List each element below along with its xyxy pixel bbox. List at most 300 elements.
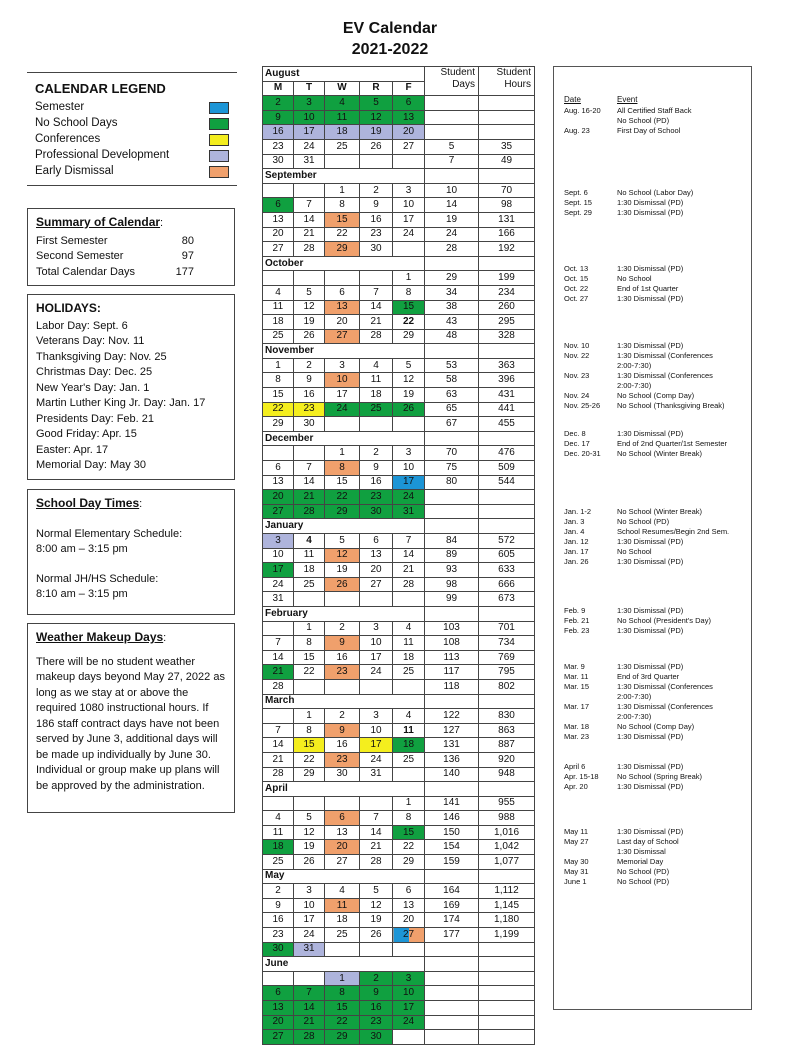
event-date: Feb. 9 bbox=[564, 606, 586, 615]
day-cell bbox=[360, 198, 393, 213]
student-hours-cell bbox=[479, 446, 535, 461]
day-cell bbox=[263, 636, 294, 651]
student-days-value: 19 bbox=[445, 213, 458, 225]
day-number: 26 bbox=[402, 403, 415, 415]
student-days-value: 131 bbox=[443, 739, 460, 751]
month-name: February bbox=[263, 606, 425, 621]
day-cell bbox=[263, 577, 294, 592]
student-hours-cell bbox=[479, 198, 535, 213]
calendar-row bbox=[263, 242, 535, 257]
student-days-cell bbox=[425, 855, 479, 870]
student-days-cell bbox=[425, 1030, 479, 1045]
day-cell bbox=[393, 358, 425, 373]
day-number: 7 bbox=[275, 724, 281, 736]
day-cell bbox=[360, 402, 393, 417]
student-days-cell bbox=[425, 738, 479, 753]
day-number: 29 bbox=[303, 768, 315, 780]
student-hours-cell bbox=[479, 329, 535, 344]
day-number: 29 bbox=[336, 242, 348, 254]
student-hours-cell bbox=[479, 811, 535, 826]
school-day-heading: School Day Times bbox=[36, 496, 140, 510]
day-number: 1 bbox=[339, 184, 345, 196]
day-number: 21 bbox=[272, 666, 284, 678]
event-row bbox=[564, 341, 749, 351]
month-name: April bbox=[263, 782, 425, 797]
day-number: 3 bbox=[275, 534, 281, 546]
student-days-cell bbox=[425, 300, 479, 315]
calendar-row bbox=[263, 461, 535, 476]
day-cell bbox=[263, 621, 294, 636]
day-number: 29 bbox=[336, 1030, 348, 1042]
summary-value: 80 bbox=[181, 234, 194, 247]
event-date: May 27 bbox=[564, 837, 589, 846]
day-cell bbox=[360, 665, 393, 680]
day-cell bbox=[393, 796, 425, 811]
legend-swatch bbox=[209, 118, 229, 130]
day-cell bbox=[360, 139, 393, 154]
day-number: 5 bbox=[405, 359, 412, 371]
student-hours-cell bbox=[479, 898, 535, 913]
event-text: No School (PD) bbox=[617, 116, 670, 125]
event-text: 1:30 Dismissal (PD) bbox=[617, 198, 684, 207]
day-cell bbox=[263, 1015, 294, 1030]
day-cell bbox=[360, 986, 393, 1001]
calendar-row bbox=[263, 548, 535, 563]
event-text: 2:00-7:30) bbox=[617, 381, 652, 390]
day-cell bbox=[393, 227, 425, 242]
day-number: 15 bbox=[402, 826, 415, 838]
student-days-cell bbox=[425, 679, 479, 694]
event-row bbox=[564, 429, 749, 439]
day-cell bbox=[393, 417, 425, 432]
day-cell bbox=[393, 592, 425, 607]
day-number: 20 bbox=[336, 315, 348, 327]
calendar-row bbox=[263, 300, 535, 315]
day-cell bbox=[360, 183, 393, 198]
day-number: 3 bbox=[373, 709, 379, 721]
student-hours-value: 1,180 bbox=[493, 914, 520, 926]
day-number: 18 bbox=[402, 651, 415, 663]
legend-row bbox=[35, 164, 229, 180]
day-cell bbox=[263, 679, 294, 694]
event-row bbox=[564, 557, 749, 567]
student-hours-cell bbox=[479, 782, 535, 797]
calendar-row bbox=[263, 606, 535, 621]
day-number: 20 bbox=[336, 841, 348, 853]
event-date: Sept. 6 bbox=[564, 188, 588, 197]
day-number: 29 bbox=[336, 505, 348, 517]
day-number: 12 bbox=[370, 899, 382, 911]
day-cell bbox=[263, 358, 294, 373]
event-date: Jan. 3 bbox=[564, 517, 585, 526]
day-cell bbox=[294, 563, 325, 578]
student-days-cell bbox=[425, 344, 479, 359]
day-cell bbox=[294, 534, 325, 549]
day-cell bbox=[263, 461, 294, 476]
day-header: R bbox=[360, 81, 393, 96]
student-hours-value: 363 bbox=[498, 359, 515, 371]
calendar-row bbox=[263, 650, 535, 665]
day-cell bbox=[294, 183, 325, 198]
student-days-value: 146 bbox=[443, 812, 460, 824]
event-text: No School (Thanksgiving Break) bbox=[617, 401, 725, 410]
calendar-row bbox=[263, 913, 535, 928]
day-cell bbox=[294, 198, 325, 213]
event-text: 1:30 Dismissal (Conferences bbox=[617, 702, 713, 711]
day-number: 17 bbox=[336, 388, 348, 400]
day-number: 25 bbox=[272, 855, 284, 867]
day-number: 18 bbox=[336, 126, 348, 138]
event-date: Jan. 26 bbox=[564, 557, 589, 566]
event-date: Mar. 18 bbox=[564, 722, 590, 731]
day-cell bbox=[325, 884, 360, 899]
day-number: 3 bbox=[339, 359, 345, 371]
day-number: 30 bbox=[370, 1030, 382, 1042]
day-number: 27 bbox=[336, 855, 348, 867]
event-group bbox=[564, 264, 749, 304]
day-cell bbox=[393, 285, 425, 300]
student-hours-cell bbox=[479, 869, 535, 884]
student-hours-value: 49 bbox=[500, 155, 513, 167]
day-cell bbox=[294, 227, 325, 242]
calendar-row bbox=[263, 796, 535, 811]
student-hours-value: 863 bbox=[498, 724, 515, 736]
event-group bbox=[564, 429, 749, 459]
day-cell bbox=[360, 650, 393, 665]
event-group bbox=[564, 507, 749, 567]
day-number: 27 bbox=[272, 242, 284, 254]
calendar-row bbox=[263, 621, 535, 636]
day-cell bbox=[325, 315, 360, 330]
day-number: 24 bbox=[402, 228, 415, 240]
day-number: 23 bbox=[370, 1016, 382, 1028]
day-cell bbox=[325, 242, 360, 257]
day-cell bbox=[263, 504, 294, 519]
day-number: 24 bbox=[303, 140, 315, 152]
student-hours-value: 1,077 bbox=[493, 855, 520, 867]
event-row bbox=[564, 517, 749, 527]
student-days-cell bbox=[425, 840, 479, 855]
day-cell bbox=[360, 636, 393, 651]
calendar-row bbox=[263, 752, 535, 767]
event-row bbox=[564, 626, 749, 636]
day-number: 11 bbox=[403, 636, 414, 648]
day-number: 16 bbox=[370, 213, 382, 225]
calendar-row bbox=[263, 957, 535, 972]
day-cell bbox=[263, 738, 294, 753]
day-cell bbox=[360, 242, 393, 257]
day-number: 13 bbox=[402, 899, 415, 911]
day-number: 4 bbox=[373, 359, 379, 371]
calendar-row bbox=[263, 110, 535, 125]
day-number: 22 bbox=[336, 1016, 348, 1028]
day-number: 8 bbox=[405, 812, 412, 824]
day-cell bbox=[325, 577, 360, 592]
calendar-row bbox=[263, 869, 535, 884]
student-days-cell bbox=[425, 621, 479, 636]
day-number: 31 bbox=[272, 593, 284, 605]
day-number: 4 bbox=[405, 709, 412, 721]
event-date: Aug. 16-20 bbox=[564, 106, 601, 115]
student-hours-cell bbox=[479, 971, 535, 986]
student-hours-value: 234 bbox=[498, 286, 515, 298]
day-cell bbox=[360, 752, 393, 767]
student-hours-cell bbox=[479, 242, 535, 257]
day-number: 23 bbox=[336, 753, 348, 765]
student-hours-cell bbox=[479, 139, 535, 154]
event-text: No School (Winter Break) bbox=[617, 449, 703, 458]
day-number: 8 bbox=[339, 199, 345, 211]
student-days-cell bbox=[425, 154, 479, 169]
day-cell bbox=[360, 898, 393, 913]
day-number: 18 bbox=[303, 563, 315, 575]
student-days-value: 29 bbox=[445, 272, 458, 284]
calendar-row bbox=[263, 884, 535, 899]
day-number: 3 bbox=[405, 447, 412, 459]
day-number: 29 bbox=[272, 418, 284, 430]
day-cell bbox=[393, 884, 425, 899]
day-number: 10 bbox=[370, 724, 382, 736]
event-date: Sept. 15 bbox=[564, 198, 592, 207]
day-number: 22 bbox=[336, 228, 348, 240]
student-hours-cell bbox=[479, 110, 535, 125]
student-days-cell bbox=[425, 665, 479, 680]
day-cell bbox=[325, 490, 360, 505]
student-hours-value: 673 bbox=[498, 593, 515, 605]
day-cell bbox=[294, 825, 325, 840]
day-cell bbox=[294, 285, 325, 300]
student-days-cell bbox=[425, 694, 479, 709]
day-cell bbox=[263, 723, 294, 738]
day-cell bbox=[360, 446, 393, 461]
day-cell bbox=[360, 1030, 393, 1045]
day-cell bbox=[325, 738, 360, 753]
calendar-row bbox=[263, 519, 535, 534]
day-cell bbox=[325, 665, 360, 680]
day-cell bbox=[263, 139, 294, 154]
calendar-row bbox=[263, 592, 535, 607]
day-cell bbox=[263, 825, 294, 840]
day-cell bbox=[325, 636, 360, 651]
day-number: 18 bbox=[336, 914, 348, 926]
student-hours-value: 1,199 bbox=[493, 928, 520, 940]
day-number: 21 bbox=[370, 841, 382, 853]
event-row bbox=[564, 547, 749, 557]
day-number: 7 bbox=[306, 987, 312, 999]
day-number: 15 bbox=[303, 739, 315, 751]
event-date: Oct. 22 bbox=[564, 284, 589, 293]
student-hours-value: 455 bbox=[498, 418, 515, 430]
student-days-cell bbox=[425, 869, 479, 884]
day-cell bbox=[360, 548, 393, 563]
event-group bbox=[564, 762, 749, 792]
day-header: F bbox=[393, 81, 425, 96]
day-cell bbox=[393, 840, 425, 855]
day-cell bbox=[263, 1001, 294, 1016]
day-number: 7 bbox=[373, 286, 379, 298]
day-cell bbox=[360, 767, 393, 782]
day-cell bbox=[294, 1030, 325, 1045]
day-cell bbox=[393, 971, 425, 986]
day-number: 22 bbox=[303, 666, 315, 678]
day-cell bbox=[263, 592, 294, 607]
summary-label: Total Calendar Days bbox=[36, 265, 136, 278]
day-cell bbox=[294, 329, 325, 344]
student-hours-value: 734 bbox=[498, 636, 515, 648]
day-cell bbox=[393, 139, 425, 154]
day-number: 19 bbox=[336, 563, 348, 575]
day-cell bbox=[263, 315, 294, 330]
day-number: 21 bbox=[303, 1016, 315, 1028]
calendar-row bbox=[263, 665, 535, 680]
event-date: Feb. 21 bbox=[564, 616, 590, 625]
event-row bbox=[564, 294, 749, 304]
calendar-row bbox=[263, 928, 535, 943]
event-text: 1:30 Dismissal (PD) bbox=[617, 762, 684, 771]
event-row bbox=[564, 208, 749, 218]
event-row bbox=[564, 692, 749, 702]
student-hours-value: 988 bbox=[498, 812, 515, 824]
day-number: 3 bbox=[405, 972, 412, 984]
student-hours-cell bbox=[479, 606, 535, 621]
event-group bbox=[564, 341, 749, 411]
student-hours-value: 431 bbox=[498, 388, 515, 400]
day-number: 25 bbox=[402, 753, 415, 765]
student-days-cell bbox=[425, 534, 479, 549]
student-days-header: Student Days bbox=[425, 67, 479, 96]
day-number: 16 bbox=[272, 914, 284, 926]
day-number: 10 bbox=[303, 899, 315, 911]
student-hours-value: 192 bbox=[498, 242, 515, 254]
day-number: 28 bbox=[402, 578, 415, 590]
student-days-cell bbox=[425, 212, 479, 227]
student-hours-cell bbox=[479, 650, 535, 665]
day-number: 15 bbox=[402, 301, 415, 313]
day-number: 2 bbox=[339, 622, 345, 634]
student-days-value: 14 bbox=[445, 199, 458, 211]
student-hours-cell bbox=[479, 767, 535, 782]
day-cell bbox=[325, 300, 360, 315]
day-number: 3 bbox=[306, 96, 312, 108]
day-cell bbox=[294, 1001, 325, 1016]
day-cell bbox=[263, 96, 294, 111]
day-cell bbox=[393, 271, 425, 286]
day-number: 5 bbox=[339, 534, 345, 546]
student-days-cell bbox=[425, 942, 479, 957]
student-hours-value: 769 bbox=[498, 651, 515, 663]
day-number: 25 bbox=[272, 330, 284, 342]
event-row bbox=[564, 877, 749, 887]
student-days-cell bbox=[425, 315, 479, 330]
student-hours-value: 476 bbox=[498, 447, 515, 459]
student-days-value: 75 bbox=[445, 461, 458, 473]
student-hours-cell bbox=[479, 125, 535, 140]
event-date: Nov. 24 bbox=[564, 391, 590, 400]
day-cell bbox=[325, 752, 360, 767]
student-hours-value: 131 bbox=[498, 213, 515, 225]
day-cell bbox=[393, 942, 425, 957]
student-hours-header: Student Hours bbox=[479, 67, 535, 96]
day-cell bbox=[325, 1030, 360, 1045]
day-cell bbox=[325, 388, 360, 403]
summary-value: 177 bbox=[175, 265, 194, 278]
day-header: T bbox=[294, 81, 325, 96]
day-cell bbox=[294, 242, 325, 257]
event-date: May 11 bbox=[564, 827, 589, 836]
event-date: Mar. 11 bbox=[564, 672, 589, 681]
day-cell bbox=[393, 665, 425, 680]
student-days-cell bbox=[425, 417, 479, 432]
day-number: 9 bbox=[373, 461, 379, 473]
day-cell bbox=[263, 285, 294, 300]
holidays-box bbox=[27, 294, 235, 480]
summary-heading-colon: : bbox=[160, 217, 164, 229]
holiday-item: Easter: Apr. 17 bbox=[36, 443, 109, 456]
event-text: 1:30 Dismissal (PD) bbox=[617, 557, 684, 566]
summary-heading: Summary of Calendar bbox=[36, 215, 161, 229]
event-row bbox=[564, 391, 749, 401]
day-cell bbox=[263, 855, 294, 870]
day-cell bbox=[294, 913, 325, 928]
day-cell bbox=[294, 679, 325, 694]
calendar-row bbox=[263, 227, 535, 242]
day-number: 21 bbox=[303, 491, 315, 503]
day-number: 26 bbox=[370, 140, 382, 152]
day-number: 11 bbox=[403, 724, 414, 736]
day-number: 18 bbox=[272, 315, 284, 327]
student-days-value: 127 bbox=[443, 724, 460, 736]
day-number: 15 bbox=[336, 1001, 348, 1013]
student-hours-value: 1,016 bbox=[493, 826, 520, 838]
day-number: 8 bbox=[275, 374, 281, 386]
event-date bbox=[564, 381, 617, 391]
day-cell bbox=[360, 96, 393, 111]
event-row bbox=[564, 371, 749, 381]
day-cell bbox=[263, 548, 294, 563]
student-days-value: 80 bbox=[445, 476, 458, 488]
day-cell bbox=[294, 621, 325, 636]
day-cell bbox=[325, 592, 360, 607]
legend-label: Conferences bbox=[35, 132, 101, 145]
student-days-cell bbox=[425, 96, 479, 111]
day-cell bbox=[263, 986, 294, 1001]
event-text: 1:30 Dismissal (PD) bbox=[617, 606, 684, 615]
month-name: May bbox=[263, 869, 425, 884]
student-days-cell bbox=[425, 198, 479, 213]
day-cell bbox=[294, 154, 325, 169]
holiday-item: Labor Day: Sept. 6 bbox=[36, 319, 128, 332]
jh-schedule-label: Normal JH/HS Schedule: bbox=[36, 572, 159, 585]
day-cell bbox=[263, 271, 294, 286]
holiday-item: Good Friday: Apr. 15 bbox=[36, 428, 137, 440]
day-cell bbox=[294, 986, 325, 1001]
student-hours-cell bbox=[479, 431, 535, 446]
event-text: 1:30 Dismissal (PD) bbox=[617, 732, 684, 741]
day-cell bbox=[360, 971, 393, 986]
day-number: 10 bbox=[272, 549, 284, 561]
day-cell bbox=[263, 1030, 294, 1045]
student-days-cell bbox=[425, 242, 479, 257]
day-cell bbox=[393, 1015, 425, 1030]
day-cell bbox=[294, 358, 325, 373]
student-hours-cell bbox=[479, 344, 535, 359]
calendar-row bbox=[263, 694, 535, 709]
calendar-row bbox=[263, 417, 535, 432]
student-days-value: 28 bbox=[445, 242, 458, 254]
day-number: 6 bbox=[373, 534, 379, 546]
student-hours-cell bbox=[479, 796, 535, 811]
day-cell bbox=[393, 125, 425, 140]
